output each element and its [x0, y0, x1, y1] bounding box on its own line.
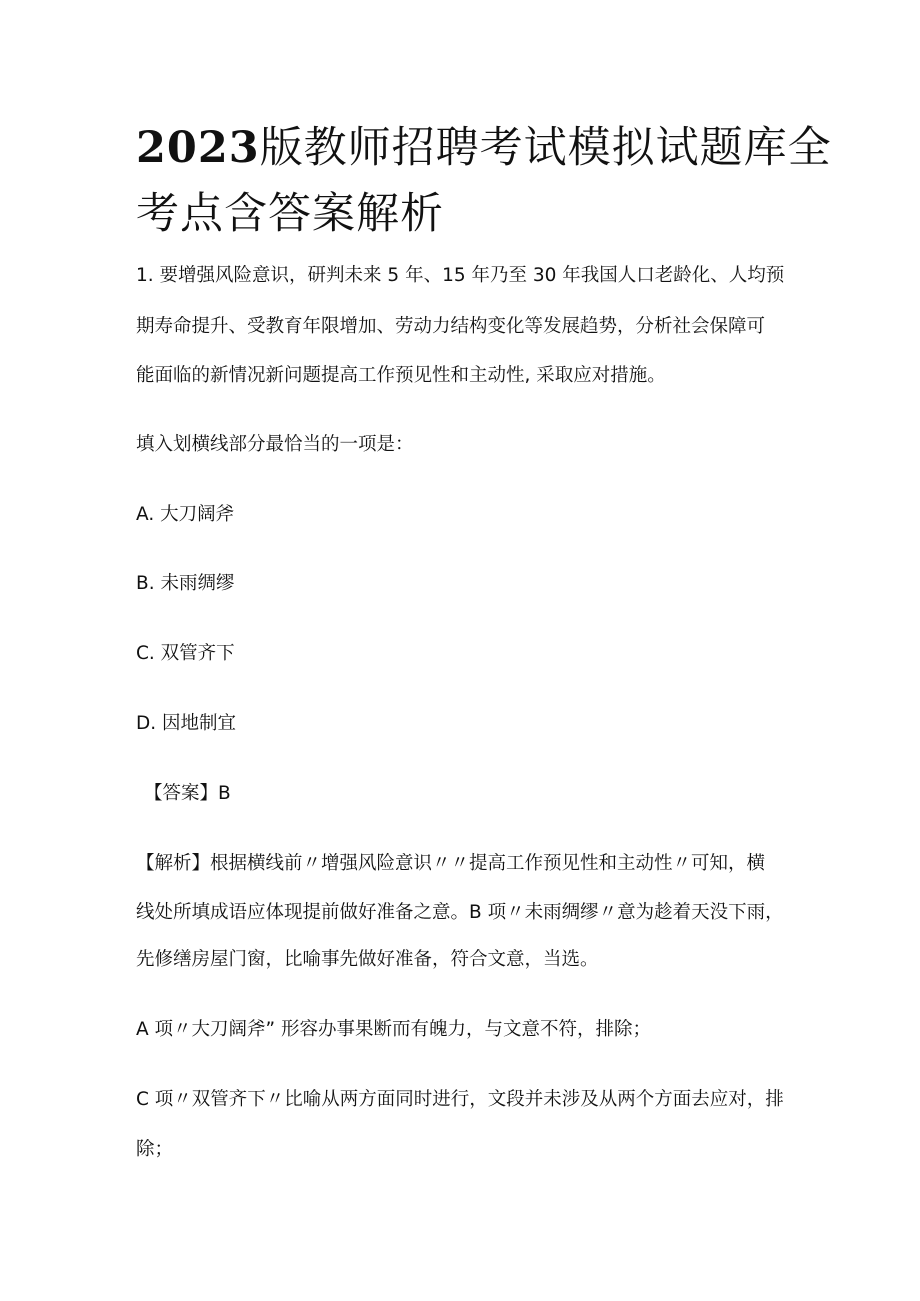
- question-line-2: 期寿命提升、受教育年限增加、劳动力结构变化等发展趋势，分析社会保障可: [136, 316, 766, 337]
- option-d: D. 因地制宜: [136, 713, 237, 734]
- document-title-line-1: [136, 118, 832, 178]
- document-title-line-2: 考点含答案解析: [136, 189, 444, 239]
- analysis-line-1: 【解析】根据横线前〃增强风险意识〃〃提高工作预见性和主动性〃可知，横: [136, 853, 766, 874]
- option-c: C. 双管齐下: [136, 643, 235, 664]
- analysis-item-c-line-2: 除；: [136, 1139, 174, 1160]
- title-text-part: 版教师招聘考试模拟试题库全: [259, 123, 832, 173]
- title-year: 2023: [136, 123, 260, 173]
- option-a: A. 大刀阔斧: [136, 504, 235, 525]
- analysis-item-c-line-1: C 项〃双管齐下〃比喻从两方面同时进行，文段并未涉及从两个方面去应对，排: [136, 1089, 784, 1110]
- analysis-line-2: 线处所填成语应体现提前做好准备之意。B 项〃未雨绸缪〃意为趁着天没下雨，: [136, 902, 784, 923]
- analysis-line-3: 先修缮房屋门窗，比喻事先做好准备，符合文意，当选。: [136, 949, 599, 970]
- analysis-item-a: A 项〃大刀阔斧” 形容办事果断而有魄力，与文意不符，排除；: [136, 1019, 652, 1040]
- question-line-3: 能面临的新情况新问题提高工作预见性和主动性, 采取应对措施。: [136, 365, 666, 386]
- answer-line: 【答案】B: [144, 783, 231, 804]
- question-line-1: 1. 要增强风险意识，研判未来 5 年、15 年乃至 30 年我国人口老龄化、人均预: [136, 265, 785, 286]
- option-b: B. 未雨绸缪: [136, 573, 235, 594]
- question-prompt: 填入划横线部分最恰当的一项是：: [136, 434, 414, 455]
